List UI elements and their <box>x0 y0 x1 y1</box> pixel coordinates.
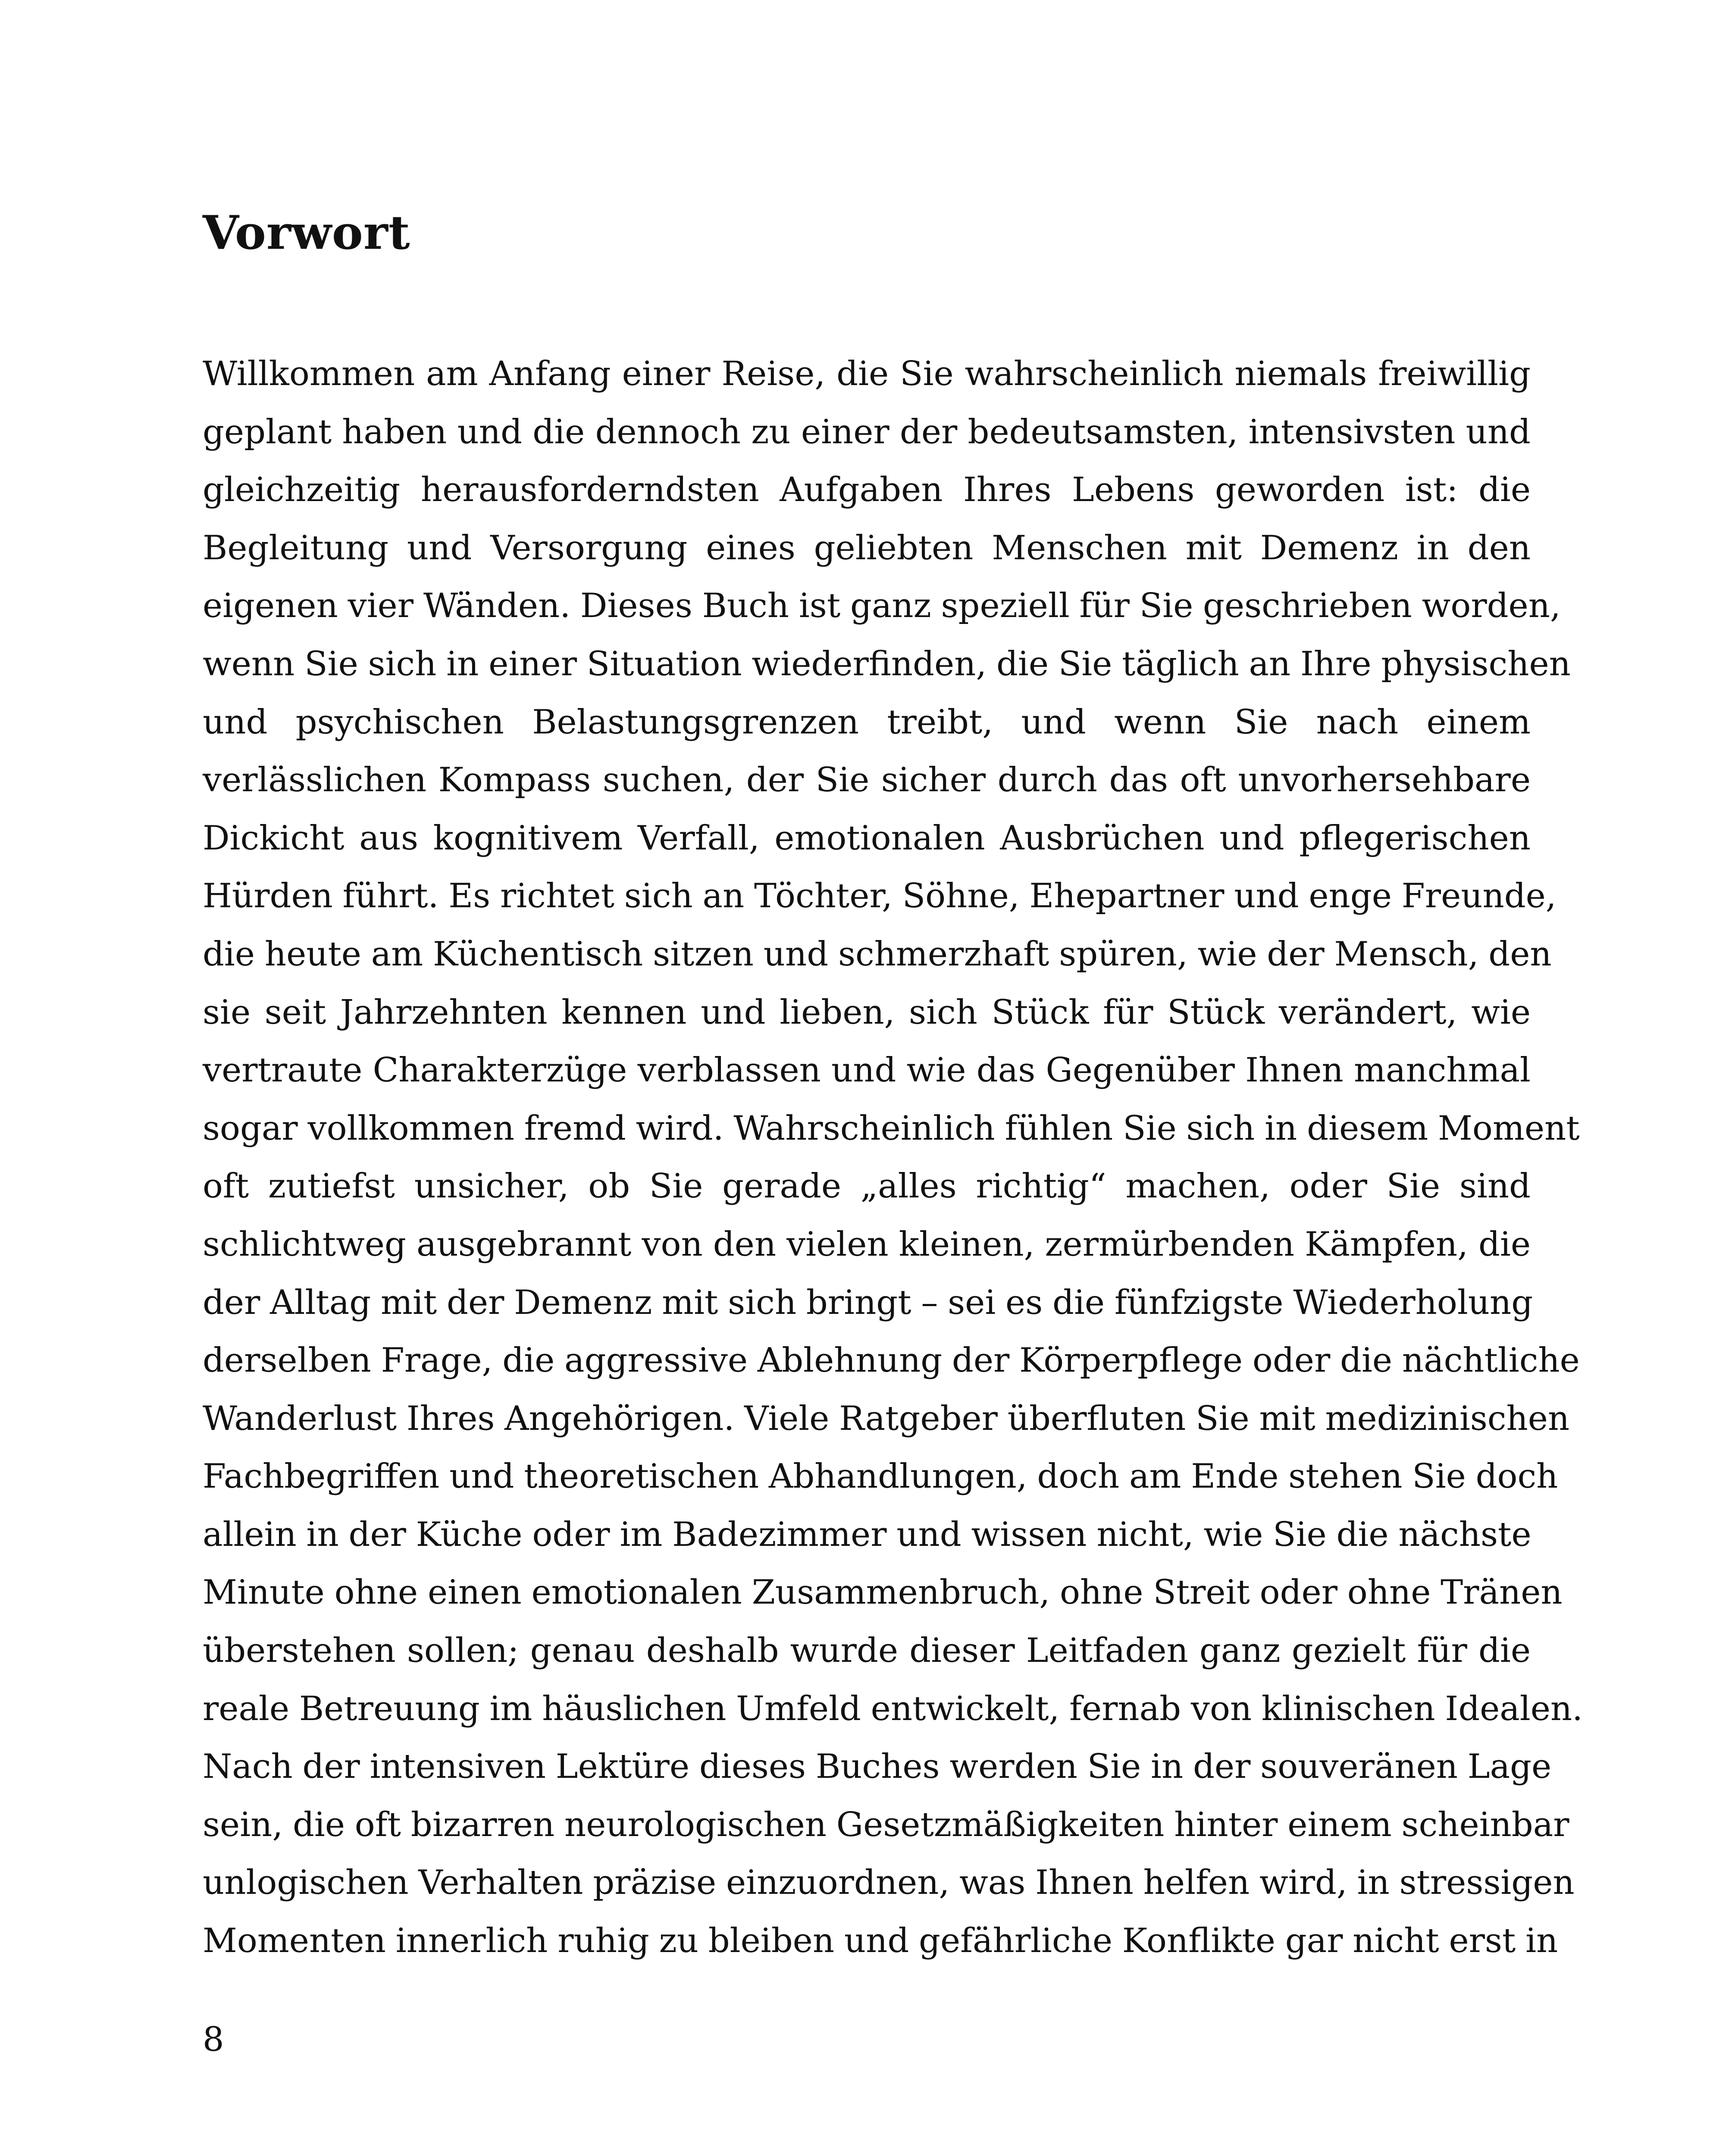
text-line: der Alltag mit der Demenz mit sich bringt – sei es die fünfzigste Wiederholung <box>203 1283 1533 1322</box>
text-line: Momenten innerlich ruhig zu bleiben und gefährliche Konflikte gar nicht erst in <box>203 1921 1558 1961</box>
text-line: unlogischen Verhalten präzise einzuordnen, was Ihnen helfen wird, in stressigen <box>203 1863 1575 1902</box>
text-line: sie seit Jahrzehnten kennen und lieben, sich Stück für Stück verändert, wie <box>203 993 1531 1032</box>
text-line: reale Betreuung im häuslichen Umfeld entwickelt, fernab von klinischen Idealen. <box>203 1689 1583 1728</box>
text-line: Wanderlust Ihres Angehörigen. Viele Ratgeber überfluten Sie mit medizinischen <box>203 1399 1570 1438</box>
text-line: Begleitung und Versorgung eines geliebten Menschen mit Demenz in den <box>203 528 1531 567</box>
text-line: vertraute Charakterzüge verblassen und wie das Gegenüber Ihnen manchmal <box>203 1051 1531 1090</box>
text-line: gleichzeitig herausforderndsten Aufgaben Ihres Lebens geworden ist: die <box>203 470 1531 510</box>
text-line: Willkommen am Anfang einer Reise, die Sie wahrscheinlich niemals freiwillig <box>203 354 1531 393</box>
text-line: Dickicht aus kognitivem Verfall, emotionalen Ausbrüchen und pflegerischen <box>203 818 1531 858</box>
text-line: sogar vollkommen fremd wird. Wahrscheinlich fühlen Sie sich in diesem Moment <box>203 1109 1580 1148</box>
body-paragraph <box>203 345 1583 1970</box>
text-line: Minute ohne einen emotionalen Zusammenbruch, ohne Streit oder ohne Tränen <box>203 1573 1563 1612</box>
text-line: allein in der Küche oder im Badezimmer und wissen nicht, wie Sie die nächste <box>203 1515 1532 1554</box>
text-line: überstehen sollen; genau deshalb wurde dieser Leitfaden ganz gezielt für die <box>203 1631 1531 1670</box>
page-title: Vorwort <box>203 206 410 260</box>
text-line: eigenen vier Wänden. Dieses Buch ist ganz speziell für Sie geschrieben worden, <box>203 586 1561 626</box>
text-line: wenn Sie sich in einer Situation wiederfinden, die Sie täglich an Ihre physischen <box>203 644 1571 683</box>
text-line: schlichtweg ausgebrannt von den vielen kleinen, zermürbenden Kämpfen, die <box>203 1225 1531 1264</box>
text-line: derselben Frage, die aggressive Ablehnung der Körperpflege oder die nächtliche <box>203 1341 1580 1380</box>
text-line: Nach der intensiven Lektüre dieses Buches werden Sie in der souveränen Lage <box>203 1747 1552 1786</box>
page-number: 8 <box>203 2020 224 2059</box>
text-line: geplant haben und die dennoch zu einer der bedeutsamsten, intensivsten und <box>203 412 1531 451</box>
text-line: verlässlichen Kompass suchen, der Sie sicher durch das oft unvorhersehbare <box>203 761 1531 800</box>
text-line: oft zutiefst unsicher, ob Sie gerade „alles richtig“ machen, oder Sie sind <box>203 1167 1531 1206</box>
text-line: Hürden führt. Es richtet sich an Töchter, Söhne, Ehepartner und enge Freunde, <box>203 877 1557 916</box>
text-line: und psychischen Belastungsgrenzen treibt, und wenn Sie nach einem <box>203 702 1531 742</box>
text-line: sein, die oft bizarren neurologischen Gesetzmäßigkeiten hinter einem scheinbar <box>203 1805 1569 1844</box>
text-line: die heute am Küchentisch sitzen und schmerzhaft spüren, wie der Mensch, den <box>203 934 1552 974</box>
text-line: Fachbegriffen und theoretischen Abhandlungen, doch am Ende stehen Sie doch <box>203 1457 1558 1496</box>
